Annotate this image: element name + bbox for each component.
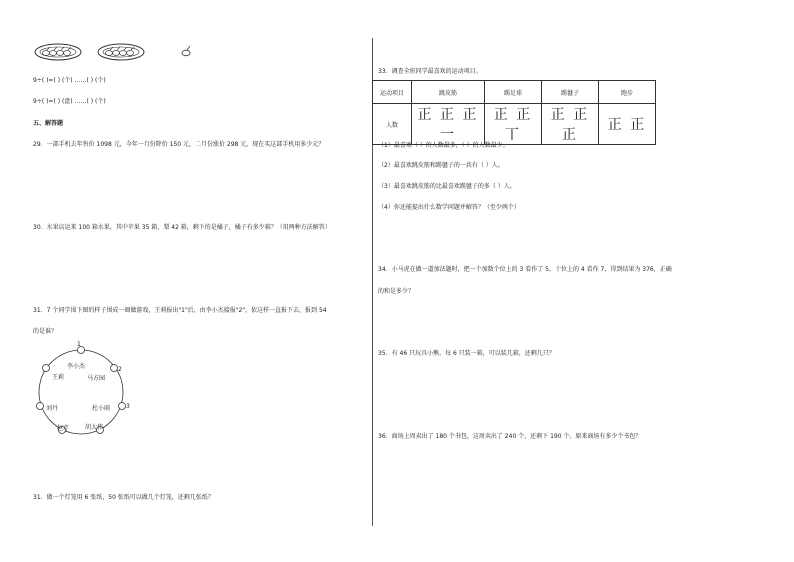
- question-31-line-2: 的是谁？: [33, 328, 58, 335]
- question-33-part-3: （3）最喜欢跳皮筋的比最喜欢踢毽子的多（ ）人。: [378, 183, 516, 190]
- name-du-xiaoyu: 杜小雨: [92, 405, 111, 412]
- tally-football: 正 正 丅: [485, 104, 542, 145]
- question-34-line-2: 的和是多少？: [378, 288, 415, 295]
- circle-number-2: 2: [118, 366, 122, 373]
- tally-running: 正 正: [599, 104, 656, 145]
- question-33-part-4: （4）你还能提出什么数学问题并解答？（至少两个）: [378, 204, 520, 211]
- question-35: 35．有 46 只玩具小熊，每 6 只装一箱，可以装几箱，还剩几只？: [378, 350, 555, 357]
- tally-jump-rope: 正 正 正 一: [412, 104, 485, 145]
- sports-survey-table: [372, 80, 656, 145]
- formula-line-1: 9÷( )=( ) (个) ……( ) (个): [33, 77, 106, 84]
- header-jump-rope: 跳皮筋: [412, 81, 485, 104]
- question-31b: 31．做一个灯笼用 6 张纸，50 张纸可以做几个灯笼，还剩几张纸？: [33, 494, 214, 501]
- name-ma-fangyuan: 马方园: [87, 375, 106, 382]
- name-wang-li: 王莉: [52, 374, 65, 381]
- plate-with-apples-2: [96, 42, 146, 62]
- header-running: 跑步: [599, 81, 656, 104]
- header-shuttlecock: 踢毽子: [542, 81, 599, 104]
- header-football: 踢足球: [485, 81, 542, 104]
- tally-shuttlecock: 正 正 正: [542, 104, 599, 145]
- single-apple: [178, 44, 194, 58]
- name-zhao-qin: 赵芹: [57, 425, 70, 432]
- name-li-xiaojie: 李小杰: [67, 363, 86, 370]
- section-heading: 五、解答题: [33, 120, 64, 127]
- name-hu-dawei: 胡大伟: [85, 424, 104, 431]
- question-33-part-2: （2）最喜欢跳皮筋和踢毽子的一共有（ ）人。: [378, 162, 504, 169]
- circle-number-3: 3: [126, 403, 130, 410]
- name-liu-dan: 刘丹: [46, 405, 59, 412]
- header-sport: 运动项目: [373, 81, 412, 104]
- row-label-count: 人数: [373, 104, 412, 145]
- plate-with-apples-1: [33, 42, 83, 62]
- circle-number-1: 1: [77, 341, 81, 348]
- question-29: 29．一部手机去年售价 1098 元，今年一月份降价 150 元，二月份涨价 298 元，现在买这部手机用多少元？: [33, 141, 325, 148]
- question-33-part-1: （1）最喜欢（ ）的人数最多，（ ）的人数最少。: [378, 142, 509, 149]
- question-30: 30．水果店运来 100 箱水果，其中苹果 35 箱，梨 42 箱，剩下的是橘子，橘子有多少箱？（用两种方法解答）: [33, 224, 331, 231]
- question-33-title: 33．调查全班同学最喜欢的运动项目。: [378, 68, 482, 75]
- question-36: 36．商场上周卖出了 180 个书包，这周卖出了 240 个，还剩下 190 个。原来商场有多少个书包？: [378, 433, 642, 440]
- formula-line-2: 9÷( )=( ) (盘) ……( ) (个): [33, 98, 106, 105]
- question-34-line-1: 34．小马虎在做一道加法题时，把一个加数个位上的 3 看作了 5，十位上的 4 看作 7，得到结果为 376，正确: [378, 266, 672, 273]
- question-31-line-1: 31．7 个同学围下图的样子围成一圈做游戏，王莉报出"1"后，由李小杰接报"2"，依这样一直报下去，报到 54: [33, 307, 327, 314]
